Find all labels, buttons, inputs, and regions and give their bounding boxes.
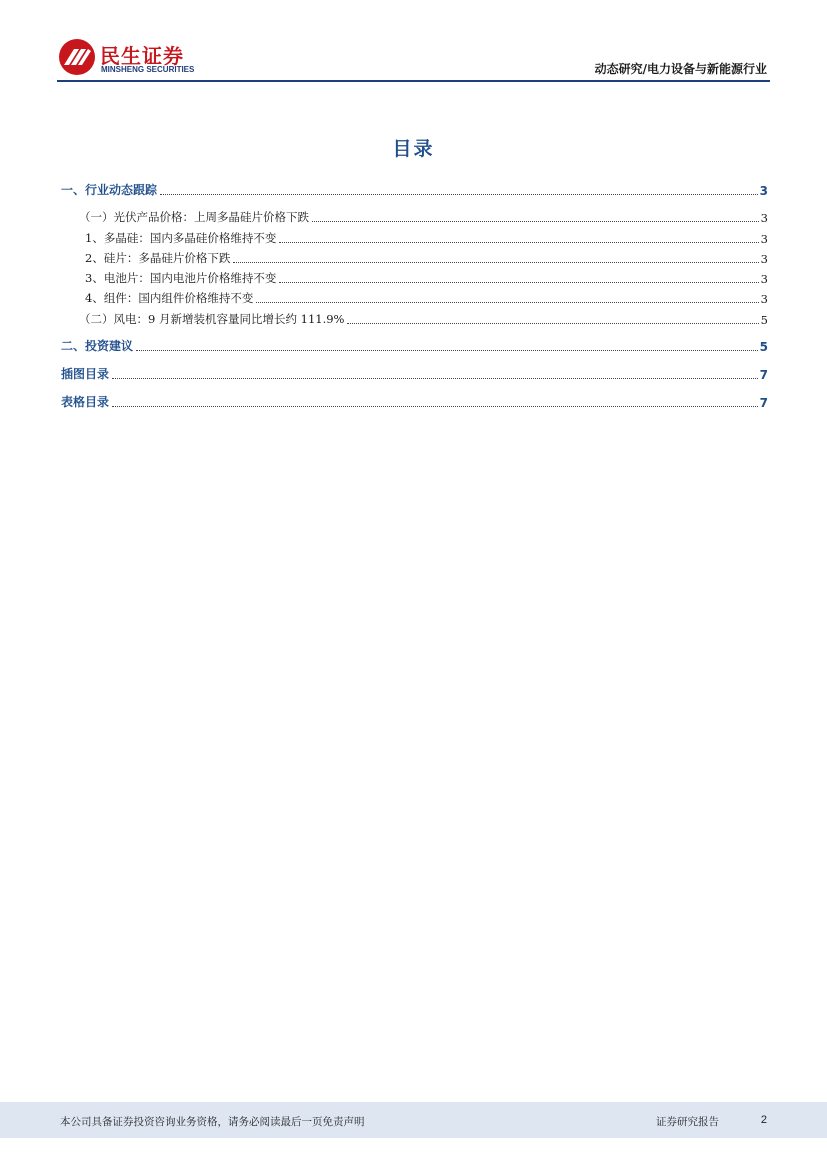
toc-entry-page: 5 <box>760 313 768 327</box>
toc-entry-page: 3 <box>760 292 768 306</box>
logo-cn-text: 民生证券 <box>100 44 184 68</box>
toc-entry-page: 5 <box>759 340 768 354</box>
toc-leader-dots <box>160 194 758 195</box>
toc-entry-page: 3 <box>760 272 768 286</box>
toc-entry-title: （一）光伏产品价格：上周多晶硅片价格下跌 <box>79 210 309 224</box>
toc-entry-page: 3 <box>759 184 768 198</box>
toc-leader-dots <box>256 302 758 303</box>
report-category: 动态研究/电力设备与新能源行业 <box>594 62 767 76</box>
minsheng-logo-icon <box>58 38 96 76</box>
toc-entry[interactable] <box>61 228 768 246</box>
toc-entry[interactable] <box>61 336 768 354</box>
footer-doc-type: 证券研究报告 <box>656 1116 719 1128</box>
toc-leader-dots <box>347 323 758 324</box>
page-footer <box>0 1102 827 1138</box>
toc-entry-title: 2、硅片：多晶硅片价格下跌 <box>85 251 231 265</box>
toc-leader-dots <box>233 262 758 263</box>
toc-leader-dots <box>112 406 758 407</box>
toc-leader-dots <box>112 378 758 379</box>
toc-entry-title: 1、多晶硅：国内多晶硅价格维持不变 <box>85 231 277 245</box>
toc-entry[interactable] <box>61 288 768 306</box>
toc-leader-dots <box>312 221 759 222</box>
toc-entry-page: 3 <box>760 211 768 225</box>
toc-leader-dots <box>136 350 758 351</box>
toc-entry[interactable] <box>61 180 768 198</box>
toc-entry-title: 插图目录 <box>61 367 110 381</box>
toc-leader-dots <box>279 282 758 283</box>
toc-entry-title: 一、行业动态跟踪 <box>61 183 158 197</box>
toc-entry[interactable] <box>61 207 768 225</box>
toc-entry-title: 表格目录 <box>61 395 110 409</box>
footer-disclaimer: 本公司具备证券投资咨询业务资格，请务必阅读最后一页免责声明 <box>60 1116 365 1128</box>
toc-entry[interactable] <box>61 364 768 382</box>
toc-title: 目录 <box>392 138 435 160</box>
toc-entry[interactable] <box>61 248 768 266</box>
toc-entry-title: 4、组件：国内组件价格维持不变 <box>85 291 254 305</box>
company-logo <box>58 38 208 78</box>
toc-entry-page: 3 <box>760 252 768 266</box>
toc-entry-title: 二、投资建议 <box>61 339 134 353</box>
toc-entry[interactable] <box>61 309 768 327</box>
toc-entry[interactable] <box>61 268 768 286</box>
logo-en-text: MINSHENG SECURITIES <box>101 65 195 74</box>
page-number: 2 <box>760 1114 767 1126</box>
toc-entry-title: （二）风电：9 月新增装机容量同比增长约 111.9% <box>79 312 345 326</box>
toc-entry-title: 3、电池片：国内电池片价格维持不变 <box>85 271 277 285</box>
toc-entry-page: 7 <box>759 396 768 410</box>
toc-leader-dots <box>279 242 758 243</box>
toc-entry[interactable] <box>61 392 768 410</box>
toc-entry-page: 3 <box>760 232 768 246</box>
toc-entry-page: 7 <box>759 368 768 382</box>
header-divider <box>57 80 770 82</box>
page-header <box>0 0 827 84</box>
